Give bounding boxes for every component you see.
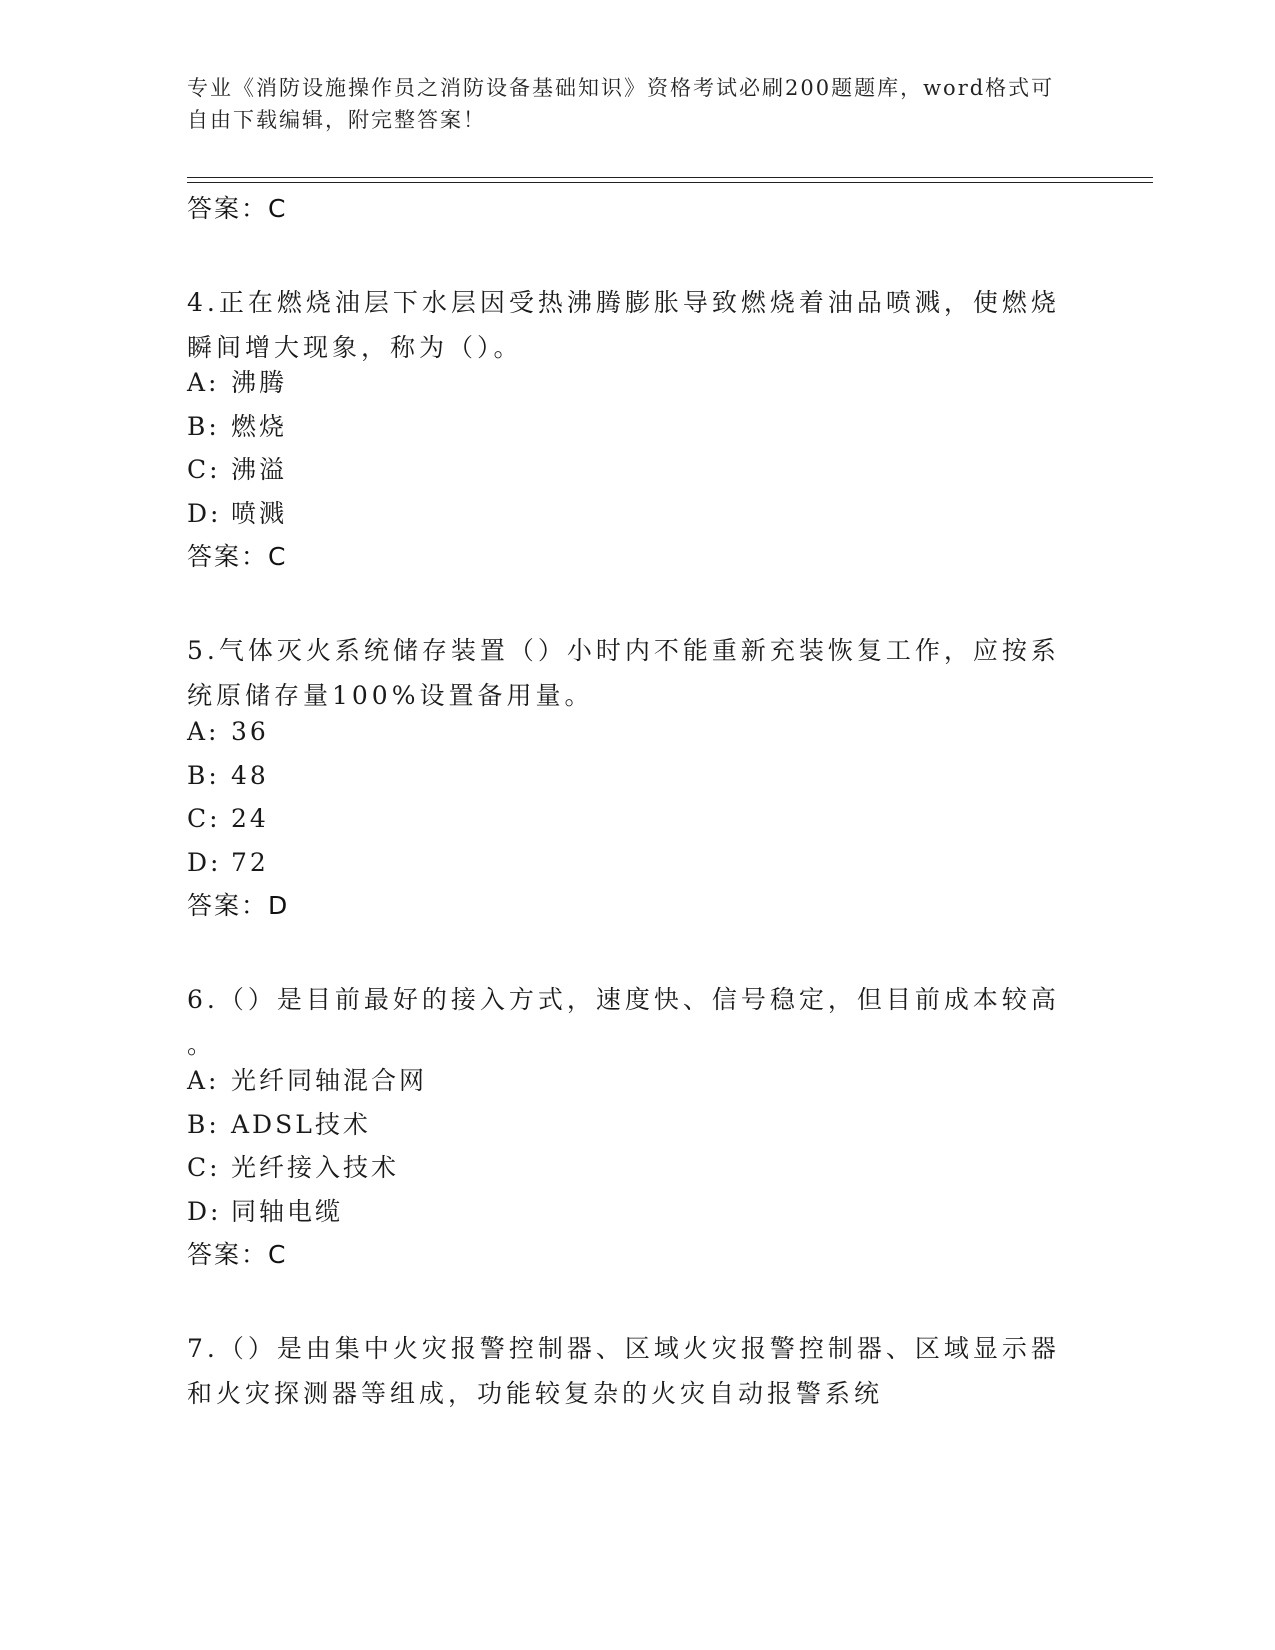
option-text: ADSL技术	[231, 1110, 371, 1139]
header-rule-top	[187, 177, 1153, 178]
question-stem-line: 6.（）是目前最好的接入方式，速度快、信号稳定，但目前成本较高	[187, 985, 1060, 1014]
option-text: 72	[231, 848, 269, 877]
question-7-stem	[187, 1326, 1067, 1416]
option-b	[187, 410, 287, 444]
option-key: D:	[187, 1197, 222, 1226]
option-c	[187, 453, 287, 487]
option-text: 光纤同轴混合网	[231, 1066, 428, 1095]
header-rule-bottom	[187, 182, 1153, 183]
answer-label: 答案：C	[187, 194, 288, 223]
option-c	[187, 802, 269, 836]
option-a	[187, 715, 269, 749]
question-6-stem	[187, 977, 1067, 1067]
option-key: A:	[187, 717, 220, 746]
option-key: C:	[187, 1153, 221, 1182]
question-5-stem	[187, 628, 1067, 718]
option-text: 光纤接入技术	[231, 1153, 400, 1182]
document-header: 专业《消防设施操作员之消防设备基础知识》资格考试必刷200题题库，word格式可自由下载编辑，附完整答案！	[187, 76, 1055, 132]
option-d	[187, 1195, 343, 1229]
option-key: A:	[187, 368, 220, 397]
option-b	[187, 1108, 371, 1142]
option-text: 燃烧	[231, 412, 288, 441]
question-stem-line: 瞬间增大现象，称为（）。	[187, 333, 523, 362]
option-text: 24	[231, 804, 269, 833]
answer-label: 答案：D	[187, 891, 290, 920]
option-a	[187, 1064, 427, 1098]
option-text: 36	[231, 717, 269, 746]
option-text: 48	[231, 761, 269, 790]
question-stem-line: 和火灾探测器等组成，功能较复杂的火灾自动报警系统	[187, 1379, 884, 1408]
question-stem-line: 。	[187, 1030, 217, 1059]
option-key: D:	[187, 499, 222, 528]
option-key: B:	[187, 412, 220, 441]
option-key: B:	[187, 1110, 220, 1139]
answer-label: 答案：C	[187, 1240, 288, 1269]
question-stem-line: 7.（）是由集中火灾报警控制器、区域火灾报警控制器、区域显示器	[187, 1334, 1060, 1363]
option-c	[187, 1151, 399, 1185]
question-stem-line: 4.正在燃烧油层下水层因受热沸腾膨胀导致燃烧着油品喷溅，使燃烧	[187, 288, 1060, 317]
option-text: 喷溅	[231, 499, 288, 528]
option-b	[187, 759, 269, 793]
option-d	[187, 497, 287, 531]
answer-label: 答案：C	[187, 542, 288, 571]
question-stem-line: 统原储存量100%设置备用量。	[187, 681, 594, 710]
question-4-stem	[187, 280, 1067, 370]
option-text: 同轴电缆	[231, 1197, 344, 1226]
option-text: 沸腾	[231, 368, 288, 397]
option-a	[187, 366, 287, 400]
question-stem-line: 5.气体灭火系统储存装置（）小时内不能重新充装恢复工作，应按系	[187, 636, 1060, 665]
option-key: C:	[187, 804, 221, 833]
option-text: 沸溢	[231, 455, 288, 484]
option-key: D:	[187, 848, 222, 877]
option-key: B:	[187, 761, 220, 790]
option-d	[187, 846, 269, 880]
option-key: A:	[187, 1066, 220, 1095]
option-key: C:	[187, 455, 221, 484]
